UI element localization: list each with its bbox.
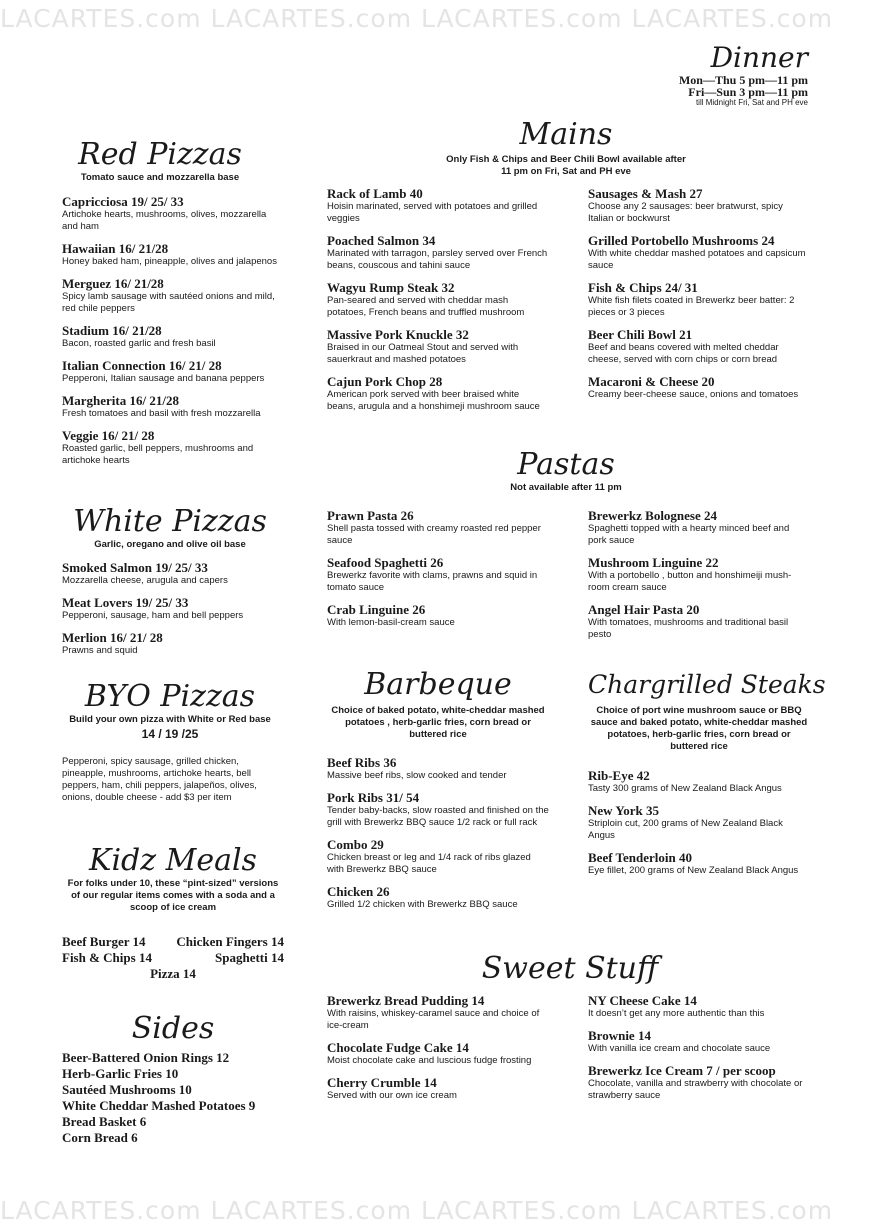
dinner-title: Dinner: [710, 41, 808, 74]
section-subtitle: Only Fish & Chips and Beer Chili Bowl available after 11 pm on Fri, Sat and PH eve: [446, 154, 686, 177]
menu-item: Merguez 16/ 21/28 Spicy lamb sausage with sautéed onions and mild, red chile peppers: [62, 276, 275, 314]
steaks-list: [588, 768, 810, 885]
section-title: Kidz Meals: [89, 843, 257, 878]
menu-item: Brewerkz Bread Pudding 14 With raisins, whiskey-caramel sauce and choice of ice-cream: [327, 993, 540, 1031]
section-title: Pastas: [517, 447, 615, 482]
menu-item: Poached Salmon 34 Marinated with tarragon, parsley served over French beans, couscous and tahini sauce: [327, 233, 548, 271]
menu-item: Cherry Crumble 14 Served with our own ice cream: [327, 1075, 457, 1101]
sweet-right-list: [588, 993, 810, 1110]
menu-item: Chocolate Fudge Cake 14 Moist chocolate cake and luscious fudge frosting: [327, 1040, 532, 1066]
menu-item: Margherita 16/ 21/28 Fresh tomatoes and basil with fresh mozzarella: [62, 393, 261, 419]
pastas-right-list: [588, 508, 810, 649]
dinner-hours-weekend: Fri—Sun 3 pm—11 pm: [688, 85, 808, 99]
section-title: Sweet Stuff: [481, 951, 659, 986]
section-subtitle: Not available after 11 pm: [510, 482, 622, 493]
menu-item: Stadium 16/ 21/28 Bacon, roasted garlic and fresh basil: [62, 323, 216, 349]
section-subtitle: Choice of port wine mushroom sauce or BBQ sauce and baked potato, white-cheddar mashed potatoes, herb-garlic fries, corn bread or buttered rice: [590, 705, 808, 752]
menu-item: New York 35 Striploin cut, 200 grams of New Zealand Black Angus: [588, 803, 783, 841]
menu-item: Hawaiian 16/ 21/28 Honey baked ham, pineapple, olives and jalapenos: [62, 241, 277, 267]
side-item: Beer-Battered Onion Rings 12: [62, 1050, 230, 1065]
section-title: Chargrilled Steaks: [588, 670, 826, 699]
menu-item: Brewerkz Bolognese 24 Spaghetti topped with a hearty minced beef and pork sauce: [588, 508, 790, 546]
mains-right-list: [588, 186, 810, 409]
side-item: Herb-Garlic Fries 10: [62, 1066, 179, 1081]
menu-item: Wagyu Rump Steak 32 Pan-seared and served with cheddar mash potatoes, French beans and truffled mushroom: [327, 280, 525, 318]
menu-item: Cajun Pork Chop 28 American pork served with beer braised white beans, arugula and a honshimeji mushroom sauce: [327, 374, 540, 412]
section-title: Barbeque: [364, 667, 512, 702]
section-subtitle: Tomato sauce and mozzarella base: [80, 172, 240, 183]
menu-item: Fish & Chips 24/ 31 White fish filets coated in Brewerkz beer batter: 2 pieces or 3 pieces: [588, 280, 795, 318]
barbeque-heading: [327, 668, 549, 741]
mains-left-list: [327, 186, 549, 421]
menu-item: Veggie 16/ 21/ 28 Roasted garlic, bell peppers, mushrooms and artichoke hearts: [62, 428, 254, 466]
menu-item: Massive Pork Knuckle 32 Braised in our Oatmeal Stout and served with sauerkraut and mashed potatoes: [327, 327, 519, 365]
byo-price: 14 / 19 /25: [141, 727, 199, 741]
side-item: White Cheddar Mashed Potatoes 9: [62, 1098, 256, 1113]
kidz-row: Pizza 14: [150, 966, 196, 981]
watermark-top: LACARTES.com LACARTES.com LACARTES.com LACARTES.com: [0, 4, 834, 33]
menu-item: Italian Connection 16/ 21/ 28 Pepperoni, Italian sausage and banana peppers: [62, 358, 265, 384]
menu-item: Mushroom Linguine 22 With a portobello , button and honshimeiji mush- room cream sauce: [588, 555, 792, 593]
mains-subtitle-block: [446, 154, 686, 178]
menu-item: Chicken 26 Grilled 1/2 chicken with Brewerkz BBQ sauce: [327, 884, 518, 910]
menu-item: Seafood Spaghetti 26 Brewerkz favorite with clams, prawns and squid in tomato sauce: [327, 555, 538, 593]
section-title: White Pizzas: [73, 504, 267, 539]
menu-item: Combo 29 Chicken breast or leg and 1/4 rack of ribs glazed with Brewerkz BBQ sauce: [327, 837, 531, 875]
byo-pizzas-heading: [60, 680, 280, 742]
menu-item: Merlion 16/ 21/ 28 Prawns and squid: [62, 630, 163, 656]
menu-item: Angel Hair Pasta 20 With tomatoes, mushrooms and traditional basil pesto: [588, 602, 789, 640]
side-item: Corn Bread 6: [62, 1130, 138, 1145]
sides-heading: [62, 1012, 284, 1046]
menu-item: Meat Lovers 19/ 25/ 33 Pepperoni, sausage, ham and bell peppers: [62, 595, 244, 621]
menu-item: Beef Ribs 36 Massive beef ribs, slow cooked and tender: [327, 755, 507, 781]
dinner-hours-weekday: Mon—Thu 5 pm—11 pm: [678, 73, 808, 87]
section-subtitle: For folks under 10, these “pint-sized” versions of our regular items comes with a soda and a scoop of ice cream: [67, 878, 279, 913]
section-title: Mains: [519, 117, 613, 152]
sweet-left-list: [327, 993, 549, 1110]
pastas-heading: [466, 448, 666, 494]
menu-item: Brewerkz Ice Cream 7 / per scoop Chocolate, vanilla and strawberry with chocolate or strawberry sauce: [588, 1063, 803, 1101]
menu-item: Smoked Salmon 19/ 25/ 33 Mozzarella cheese, arugula and capers: [62, 560, 228, 586]
kidz-meals-heading: [62, 844, 284, 914]
menu-item: Capricciosa 19/ 25/ 33 Artichoke hearts, mushrooms, olives, mozzarella and ham: [62, 194, 267, 232]
section-title: Red Pizzas: [78, 137, 242, 172]
sides-list: [62, 1050, 302, 1146]
red-pizzas-heading: [60, 138, 260, 184]
section-subtitle: Garlic, oregano and olive oil base: [94, 539, 246, 550]
mains-heading: [466, 118, 666, 152]
menu-item: Rib-Eye 42 Tasty 300 grams of New Zealand Black Angus: [588, 768, 782, 794]
menu-item: Prawn Pasta 26 Shell pasta tossed with creamy roasted red pepper sauce: [327, 508, 541, 546]
kidz-row: Beef Burger 14 Chicken Fingers 14: [62, 934, 284, 949]
white-pizzas-heading: [60, 505, 280, 551]
menu-item: Beef Tenderloin 40 Eye fillet, 200 grams of New Zealand Black Angus: [588, 850, 799, 876]
pastas-left-list: [327, 508, 549, 637]
menu-item: Macaroni & Cheese 20 Creamy beer-cheese sauce, onions and tomatoes: [588, 374, 799, 400]
side-item: Sautéed Mushrooms 10: [62, 1082, 192, 1097]
menu-item: Pork Ribs 31/ 54 Tender baby-backs, slow roasted and finished on the grill with Brewerkz BBQ sauce 1/2 rack or full rack: [327, 790, 549, 828]
barbeque-list: [327, 755, 549, 919]
side-item: Bread Basket 6: [62, 1114, 147, 1129]
dinner-header: [679, 42, 808, 108]
kidz-row: Fish & Chips 14 Spaghetti 14: [62, 950, 284, 965]
dinner-note: till Midnight Fri, Sat and PH eve: [695, 98, 808, 107]
menu-item: Rack of Lamb 40 Hoisin marinated, served with potatoes and grilled veggies: [327, 186, 538, 224]
menu-item: Crab Linguine 26 With lemon-basil-cream sauce: [327, 602, 455, 628]
watermark-bottom: LACARTES.com LACARTES.com LACARTES.com LACARTES.com: [0, 1196, 834, 1225]
menu-item: Brownie 14 With vanilla ice cream and chocolate sauce: [588, 1028, 771, 1054]
section-subtitle: Build your own pizza with White or Red base: [69, 714, 271, 725]
sweet-stuff-heading: [450, 952, 690, 986]
white-pizzas-list: [62, 560, 284, 665]
menu-item: Grilled Portobello Mushrooms 24 With white cheddar mashed potatoes and capsicum sauce: [588, 233, 806, 271]
section-subtitle: Choice of baked potato, white-cheddar mashed potatoes , herb-garlic fries, corn bread or buttered rice: [331, 705, 545, 740]
kidz-meals-list: [62, 934, 284, 982]
byo-description: Pepperoni, spicy sausage, grilled chicken, pineapple, mushrooms, artichoke hearts, bell peppers, ham, chili peppers, jalapeños, olives, onions, double cheese - add $3 per item: [62, 756, 257, 803]
section-title: BYO Pizzas: [84, 679, 256, 714]
menu-item: Sausages & Mash 27 Choose any 2 sausages: beer bratwurst, spicy Italian or bockwurst: [588, 186, 783, 224]
menu-item: Beer Chili Bowl 21 Beef and beans covered with melted cheddar cheese, served with corn chips or corn bread: [588, 327, 779, 365]
steaks-heading: [588, 668, 826, 753]
menu-item: NY Cheese Cake 14 It doesn’t get any more authentic than this: [588, 993, 765, 1019]
red-pizzas-list: [62, 194, 284, 475]
section-title: Sides: [131, 1011, 215, 1046]
